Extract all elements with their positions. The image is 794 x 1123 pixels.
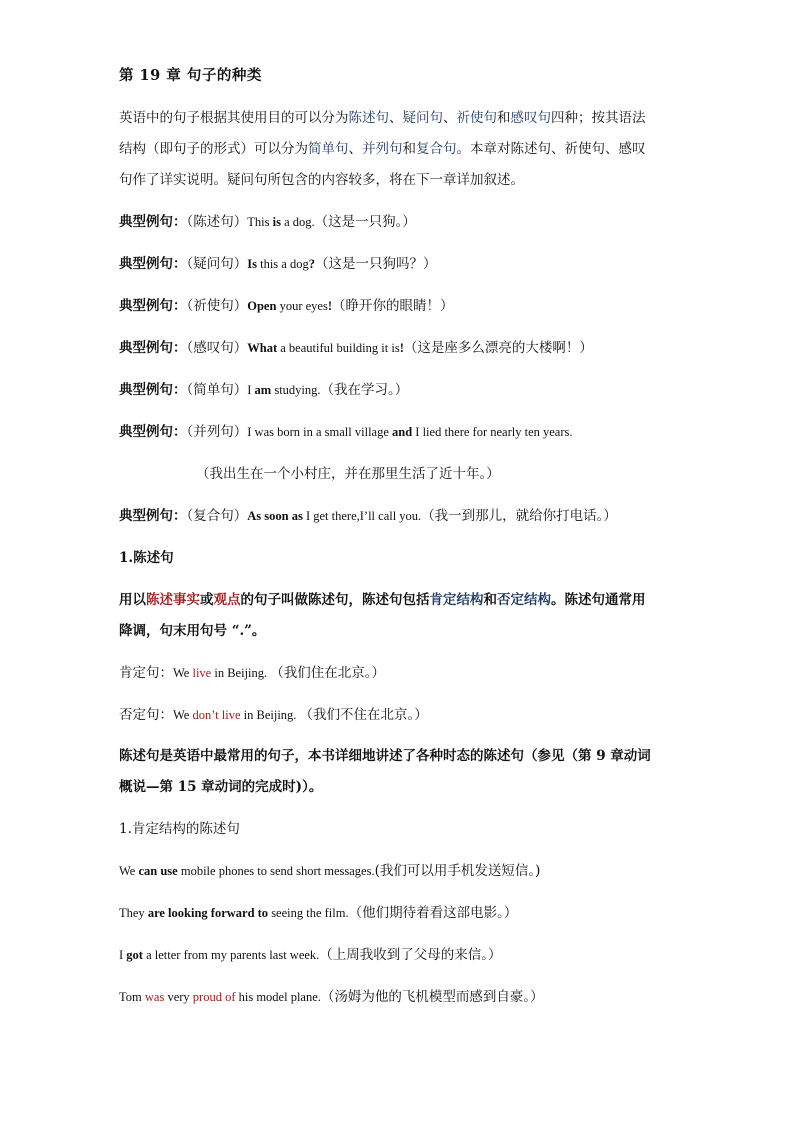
example-keyword: is (272, 215, 281, 229)
example-label: 典型例句： (119, 382, 187, 398)
intro-line-2 (119, 139, 646, 159)
example-text: We (173, 708, 193, 722)
term-complex: 复合句 (416, 141, 457, 157)
example-translation: （我一到那儿，就给你打电话。） (421, 508, 617, 524)
negative-example (119, 705, 428, 725)
example-type: （疑问句） (186, 256, 248, 272)
intro-text: 四种；按其语法 (551, 110, 646, 126)
example-keyword: As soon as (247, 509, 303, 523)
example-translation: （我们住在北京。） (270, 665, 386, 681)
term-imperative: 祈使句 (456, 110, 497, 126)
intro-text: 结构（即句子的形式）可以分为 (119, 141, 308, 157)
example-keyword: got (126, 948, 143, 962)
example-type: （并列句） (186, 424, 248, 440)
example-verb: live (192, 666, 212, 680)
subsection-heading: 1.肯定结构的陈述句 (119, 821, 240, 837)
example-keyword: can use (138, 864, 178, 878)
punct: 、 (443, 110, 457, 126)
example-keyword: am (254, 383, 272, 397)
example-keyword: What (247, 341, 278, 355)
example-verb: don’t live (192, 708, 241, 722)
definition-text: 。陈述句通常用 (551, 592, 646, 608)
term-negative: 否定结构 (497, 592, 551, 608)
term-declarative: 陈述句 (348, 110, 389, 126)
term-fact: 陈述事实 (146, 592, 200, 608)
example-label: 肯定句： (119, 665, 173, 681)
example-translation: （睁开你的眼睛！） (331, 298, 454, 314)
example-text: studying. (271, 383, 321, 397)
example-text: They (119, 906, 148, 920)
term-affirmative: 肯定结构 (429, 592, 484, 608)
example-label: 典型例句： (119, 214, 187, 230)
example-text: I was born in a small village (247, 425, 393, 439)
example-text: I (247, 383, 255, 397)
conj: 和 (497, 110, 511, 126)
example-text: seeing the film. (268, 906, 349, 920)
example-text: a letter from my parents last week. (142, 948, 320, 962)
example-text: his model plane. (235, 990, 321, 1004)
chapter-title: 第 19 章 句子的种类 (119, 67, 262, 84)
example-declarative (119, 212, 416, 232)
sentence-4 (119, 987, 544, 1007)
example-translation: （这是座多么漂亮的大楼啊！） (403, 340, 593, 356)
example-label: 典型例句： (119, 298, 187, 314)
example-exclamatory (119, 338, 593, 358)
example-text: in Beijing. (240, 708, 300, 722)
example-translation: （我们不住在北京。） (299, 707, 428, 723)
term-interrogative: 疑问句 (402, 110, 443, 126)
example-imperative (119, 296, 453, 316)
example-translation: （我在学习。） (320, 382, 409, 398)
example-text: We (173, 666, 193, 680)
example-translation: （他们期待着看这部电影。） (348, 905, 518, 921)
intro-text: 英语中的句子根据其使用目的可以分为 (119, 110, 349, 126)
example-translation: （汤姆为他的飞机模型而感到自豪。） (320, 989, 544, 1005)
definition-text: 用以 (119, 592, 146, 608)
example-translation: （这是一只狗。） (314, 214, 416, 230)
example-keyword: are looking forward to (147, 906, 269, 920)
sentence-2 (119, 903, 517, 923)
example-compound-translation: （我出生在一个小村庄，并在那里生活了近十年。） (196, 466, 500, 482)
example-keyword: ! (399, 341, 404, 355)
section-heading: 1.陈述句 (119, 550, 174, 566)
conj: 和 (402, 141, 416, 157)
example-keyword: ? (308, 257, 315, 271)
term-compound: 并列句 (362, 141, 403, 157)
example-complex (119, 506, 617, 526)
intro-line-3: 句作了详实说明。疑问句所包含的内容较多，将在下一章详加叙述。 (119, 172, 524, 188)
example-label: 否定句： (119, 707, 173, 723)
punct: 、 (348, 141, 362, 157)
example-text: This (247, 215, 273, 229)
example-text: I lied there for nearly ten years. (412, 425, 573, 439)
example-keyword: ! (327, 299, 332, 313)
example-type: （复合句） (186, 508, 248, 524)
example-compound (119, 422, 573, 442)
term-simple: 简单句 (308, 141, 349, 157)
sentence-3 (119, 945, 502, 965)
example-text: I get there,I’ll call you. (302, 509, 422, 523)
term-viewpoint: 观点 (213, 592, 241, 608)
example-text: very (164, 990, 193, 1004)
definition-text: 的句子叫做陈述句，陈述句包括 (240, 592, 430, 608)
example-label: 典型例句： (119, 508, 187, 524)
example-text: a dog. (280, 215, 315, 229)
example-keyword: Open (247, 299, 277, 313)
example-text: this a dog (256, 257, 309, 271)
example-translation: （这是一只狗吗？） (314, 256, 437, 272)
example-interrogative (119, 254, 436, 274)
affirmative-example (119, 663, 385, 683)
example-verb: was (144, 990, 165, 1004)
punct: 、 (389, 110, 403, 126)
example-type: （陈述句） (186, 214, 248, 230)
conj: 和 (483, 592, 497, 608)
example-label: 典型例句： (119, 340, 187, 356)
example-type: （祈使句） (186, 298, 248, 314)
intro-text: 。本章对陈述句、祈使句、感叹 (456, 141, 646, 157)
note-line-1: 陈述句是英语中最常用的句子，本书详细地讲述了各种时态的陈述句（参见（第 9 章动词 (119, 748, 651, 764)
example-type: （感叹句） (186, 340, 248, 356)
example-text: I (119, 948, 127, 962)
note-line-2: 概说—第 15 章动词的完成时)）。 (119, 779, 323, 795)
term-exclamatory: 感叹句 (510, 110, 551, 126)
example-text: in Beijing. (211, 666, 271, 680)
example-text: Tom (119, 990, 145, 1004)
example-simple (119, 380, 408, 400)
conj: 或 (200, 592, 214, 608)
example-translation: （上周我收到了父母的来信。） (319, 947, 502, 963)
example-type: （简单句） (186, 382, 248, 398)
definition-line-1 (119, 590, 646, 610)
definition-line-2: 降调，句末用句号 “.”。 (119, 623, 266, 639)
example-text: mobile phones to send short messages. (177, 864, 375, 878)
intro-line-1 (119, 108, 646, 128)
example-translation: (我们可以用手机发送短信。) (374, 863, 541, 879)
example-label: 典型例句： (119, 424, 187, 440)
example-keyword: Is (247, 257, 257, 271)
example-label: 典型例句： (119, 256, 187, 272)
example-text: your eyes (276, 299, 328, 313)
example-text: We (119, 864, 139, 878)
example-text: a beautiful building it is (277, 341, 400, 355)
example-keyword: proud of (192, 990, 236, 1004)
example-keyword: and (392, 425, 413, 439)
sentence-1 (119, 861, 540, 881)
